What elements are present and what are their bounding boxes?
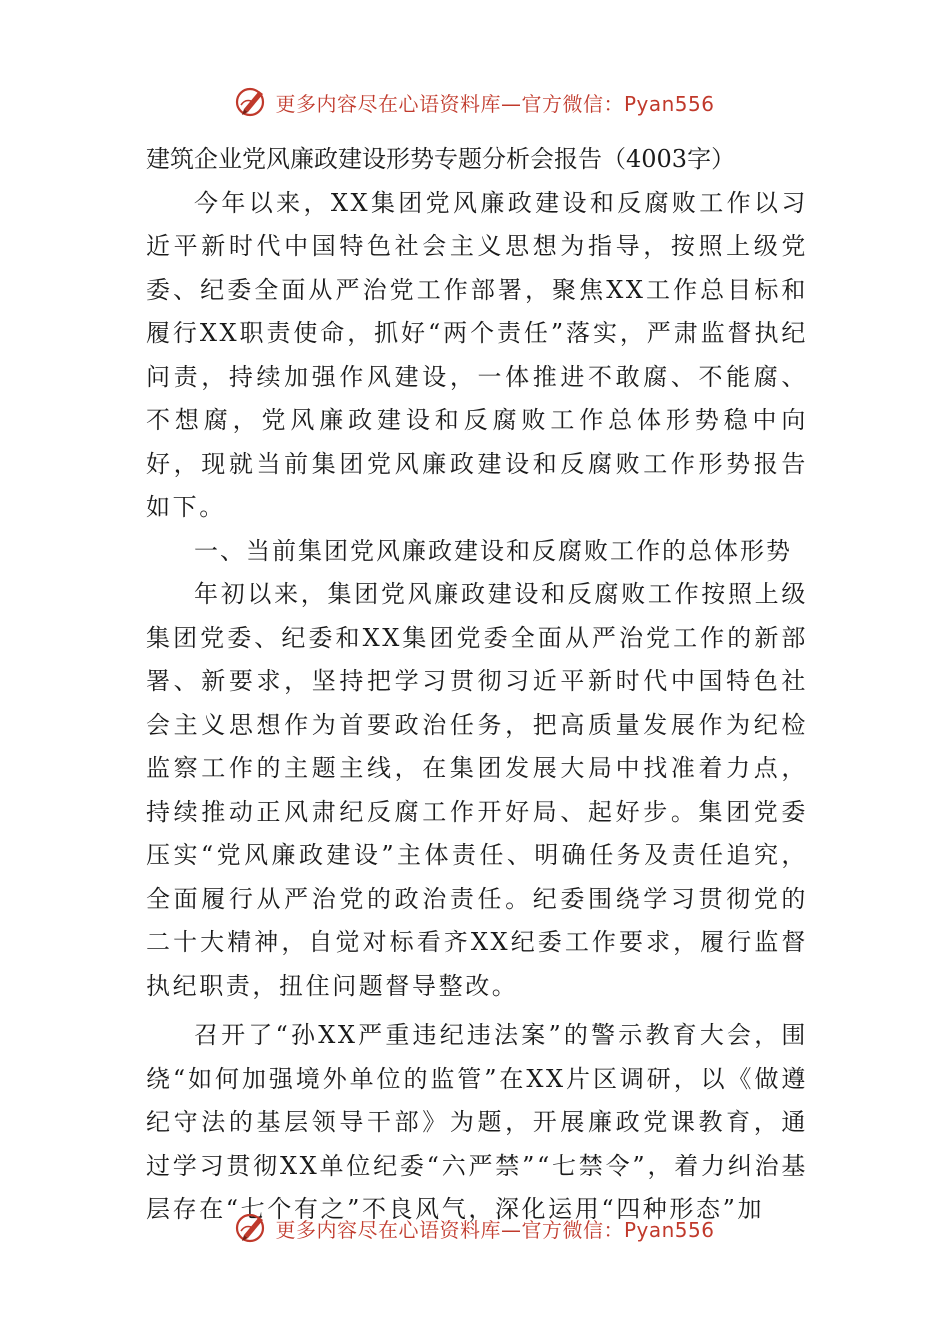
pen-circle-icon — [235, 85, 269, 119]
paragraph: 今年以来，XX集团党风廉政建设和反腐败工作以习近平新时代中国特色社会主义思想为指导，按照上级党委、纪委全面从严治党工作部署，聚焦XX工作总目标和履行XX职责使命，抓好“两个责任”落实，严肃监督执纪问责，持续加强作风建设，一体推进不敢腐、不能腐、不想腐，党风廉政建设和反腐败工作总体形势稳中向好，现就当前集团党风廉政建设和反腐败工作形势报告如下。 — [146, 188, 808, 521]
pen-circle-icon — [235, 1211, 269, 1245]
document-title: 建筑企业党风廉政建设形势专题分析会报告（4003字） — [146, 145, 736, 173]
header-banner — [0, 82, 950, 122]
paragraph: 年初以来，集团党风廉政建设和反腐败工作按照上级集团党委、纪委和XX集团党委全面从严治党工作的新部署、新要求，坚持把学习贯彻习近平新时代中国特色社会主义思想作为首要政治任务，把高质量发展作为纪检监察工作的主题主线，在集团发展大局中找准着力点，持续推动正风肃纪反腐工作开好局、起好步。集团党委压实“党风廉政建设”主体责任、明确任务及责任追究，全面履行从严治党的政治责任。纪委围绕学习贯彻党的二十大精神，自觉对标看齐XX纪委工作要求，履行监督执纪职责，扭住问题督导整改。 — [146, 580, 808, 1000]
document-body — [146, 138, 808, 1232]
section-heading: 一、当前集团党风廉政建设和反腐败工作的总体形势 — [194, 536, 792, 565]
footer-banner — [0, 1208, 950, 1248]
paragraph: 召开了“孙XX严重违纪违法案”的警示教育大会，围绕“如何加强境外单位的监管”在XX片区调研，以《做遵纪守法的基层领导干部》为题，开展廉政党课教育，通过学习贯彻XX单位纪委“六严禁”“七禁令”，着力纠治基层存在“七个有之”不良风气，深化运用“四种形态”加 — [146, 1021, 808, 1223]
banner-text: 更多内容尽在心语资料库—官方微信：Pyan556 — [275, 1217, 715, 1242]
banner-text: 更多内容尽在心语资料库—官方微信：Pyan556 — [275, 91, 715, 116]
